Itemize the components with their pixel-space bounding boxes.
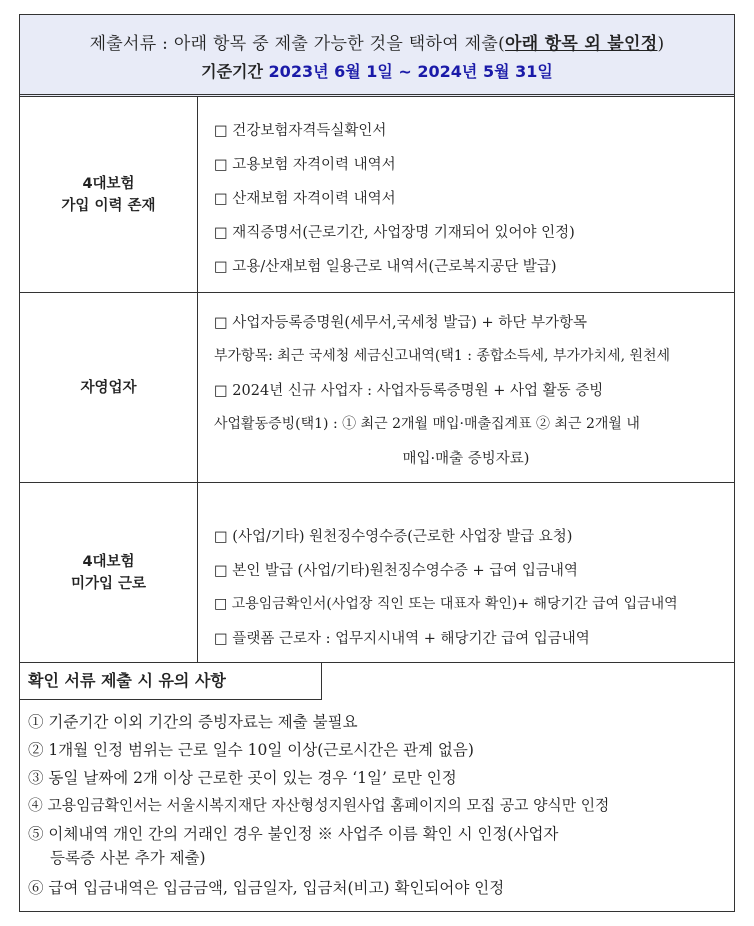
note-item: ⑤ 이체내역 개인 간의 거래인 경우 불인정 ※ 사업주 이름 확인 시 인정(사업자	[28, 825, 559, 843]
list-item: □ 플랫폼 근로자 : 업무지시내역 + 해당기간 급여 입금내역	[214, 631, 590, 647]
section-label	[20, 293, 198, 482]
reference-period	[20, 59, 734, 82]
label-line: 미가입 근로	[70, 575, 147, 592]
list-item: □ (사업/기타) 원천징수영수증(근로한 사업장 발급 요청)	[214, 529, 573, 545]
submission-notice	[20, 29, 734, 54]
section-label	[20, 97, 198, 292]
note-item: ④ 고용임금확인서는 서울시복지재단 자산형성지원사업 홈페이지의 모집 공고 양식만 인정	[28, 797, 610, 814]
section-uninsured-work	[20, 483, 734, 663]
list-item: □ 본인 발급 (사업/기타)원천징수영수증 + 급여 입금내역	[214, 563, 578, 579]
note-item: ② 1개월 인정 범위는 근로 일수 10일 이상(근로시간은 관계 없음)	[28, 741, 474, 759]
section-items	[198, 293, 734, 482]
note-item: ③ 동일 날짜에 2개 이상 근로한 곳이 있는 경우 ‘1일’ 로만 인정	[28, 769, 457, 787]
section-items	[198, 97, 734, 292]
note-item: ① 기준기간 이외 기간의 증빙자료는 제출 불필요	[28, 713, 358, 731]
list-item: □ 2024년 신규 사업자 : 사업자등록증명원 + 사업 활동 증빙	[214, 383, 604, 399]
list-item: □ 사업자등록증명원(세무서,국세청 발급) + 하단 부가항목	[214, 315, 587, 331]
label-line: 가입 이력 존재	[61, 197, 156, 214]
list-item: □ 고용임금확인서(사업장 직인 또는 대표자 확인)+ 해당기간 급여 입금내역	[214, 596, 678, 612]
list-item: □ 산재보험 자격이력 내역서	[214, 191, 396, 207]
section-label	[20, 483, 198, 662]
list-item: 사업활동증빙(택1) : ① 최근 2개월 매입·매출집계표 ② 최근 2개월 내	[214, 416, 640, 432]
notice-text: 제출서류 : 아래 항목 중 제출 가능한 것을 택하여 제출(	[89, 34, 506, 54]
section-self-employed	[20, 293, 734, 483]
section-items	[198, 483, 734, 662]
list-item: □ 건강보험자격득실확인서	[214, 123, 387, 139]
list-item: 부가항목: 최근 국세청 세금신고내역(택1 : 종합소득세, 부가가치세, 원천세	[214, 348, 671, 364]
list-item: 매입·매출 증빙자료)	[402, 451, 530, 467]
notes-title: 확인 서류 제출 시 유의 사항	[20, 663, 322, 700]
label-line: 4대보험	[82, 553, 135, 570]
note-item-continued: 등록증 사본 추가 제출)	[50, 849, 206, 867]
notice-emphasis: 아래 항목 외 불인정	[505, 34, 658, 54]
notice-suffix: )	[657, 34, 665, 54]
header	[20, 15, 734, 97]
list-item: □ 고용/산재보험 일용근로 내역서(근로복지공단 발급)	[214, 259, 557, 275]
list-item: □ 재직증명서(근로기간, 사업장명 기재되어 있어야 인정)	[214, 225, 575, 241]
note-item: ⑥ 급여 입금내역은 입금금액, 입금일자, 입금처(비고) 확인되어야 인정	[28, 879, 505, 897]
label-line: 4대보험	[82, 175, 135, 192]
label-line: 자영업자	[80, 379, 137, 396]
period-value: 2023년 6월 1일 ~ 2024년 5월 31일	[268, 62, 553, 81]
section-insured-history	[20, 97, 734, 293]
list-item: □ 고용보험 자격이력 내역서	[214, 157, 396, 173]
document-table	[19, 14, 735, 912]
period-label: 기준기간	[201, 62, 263, 81]
